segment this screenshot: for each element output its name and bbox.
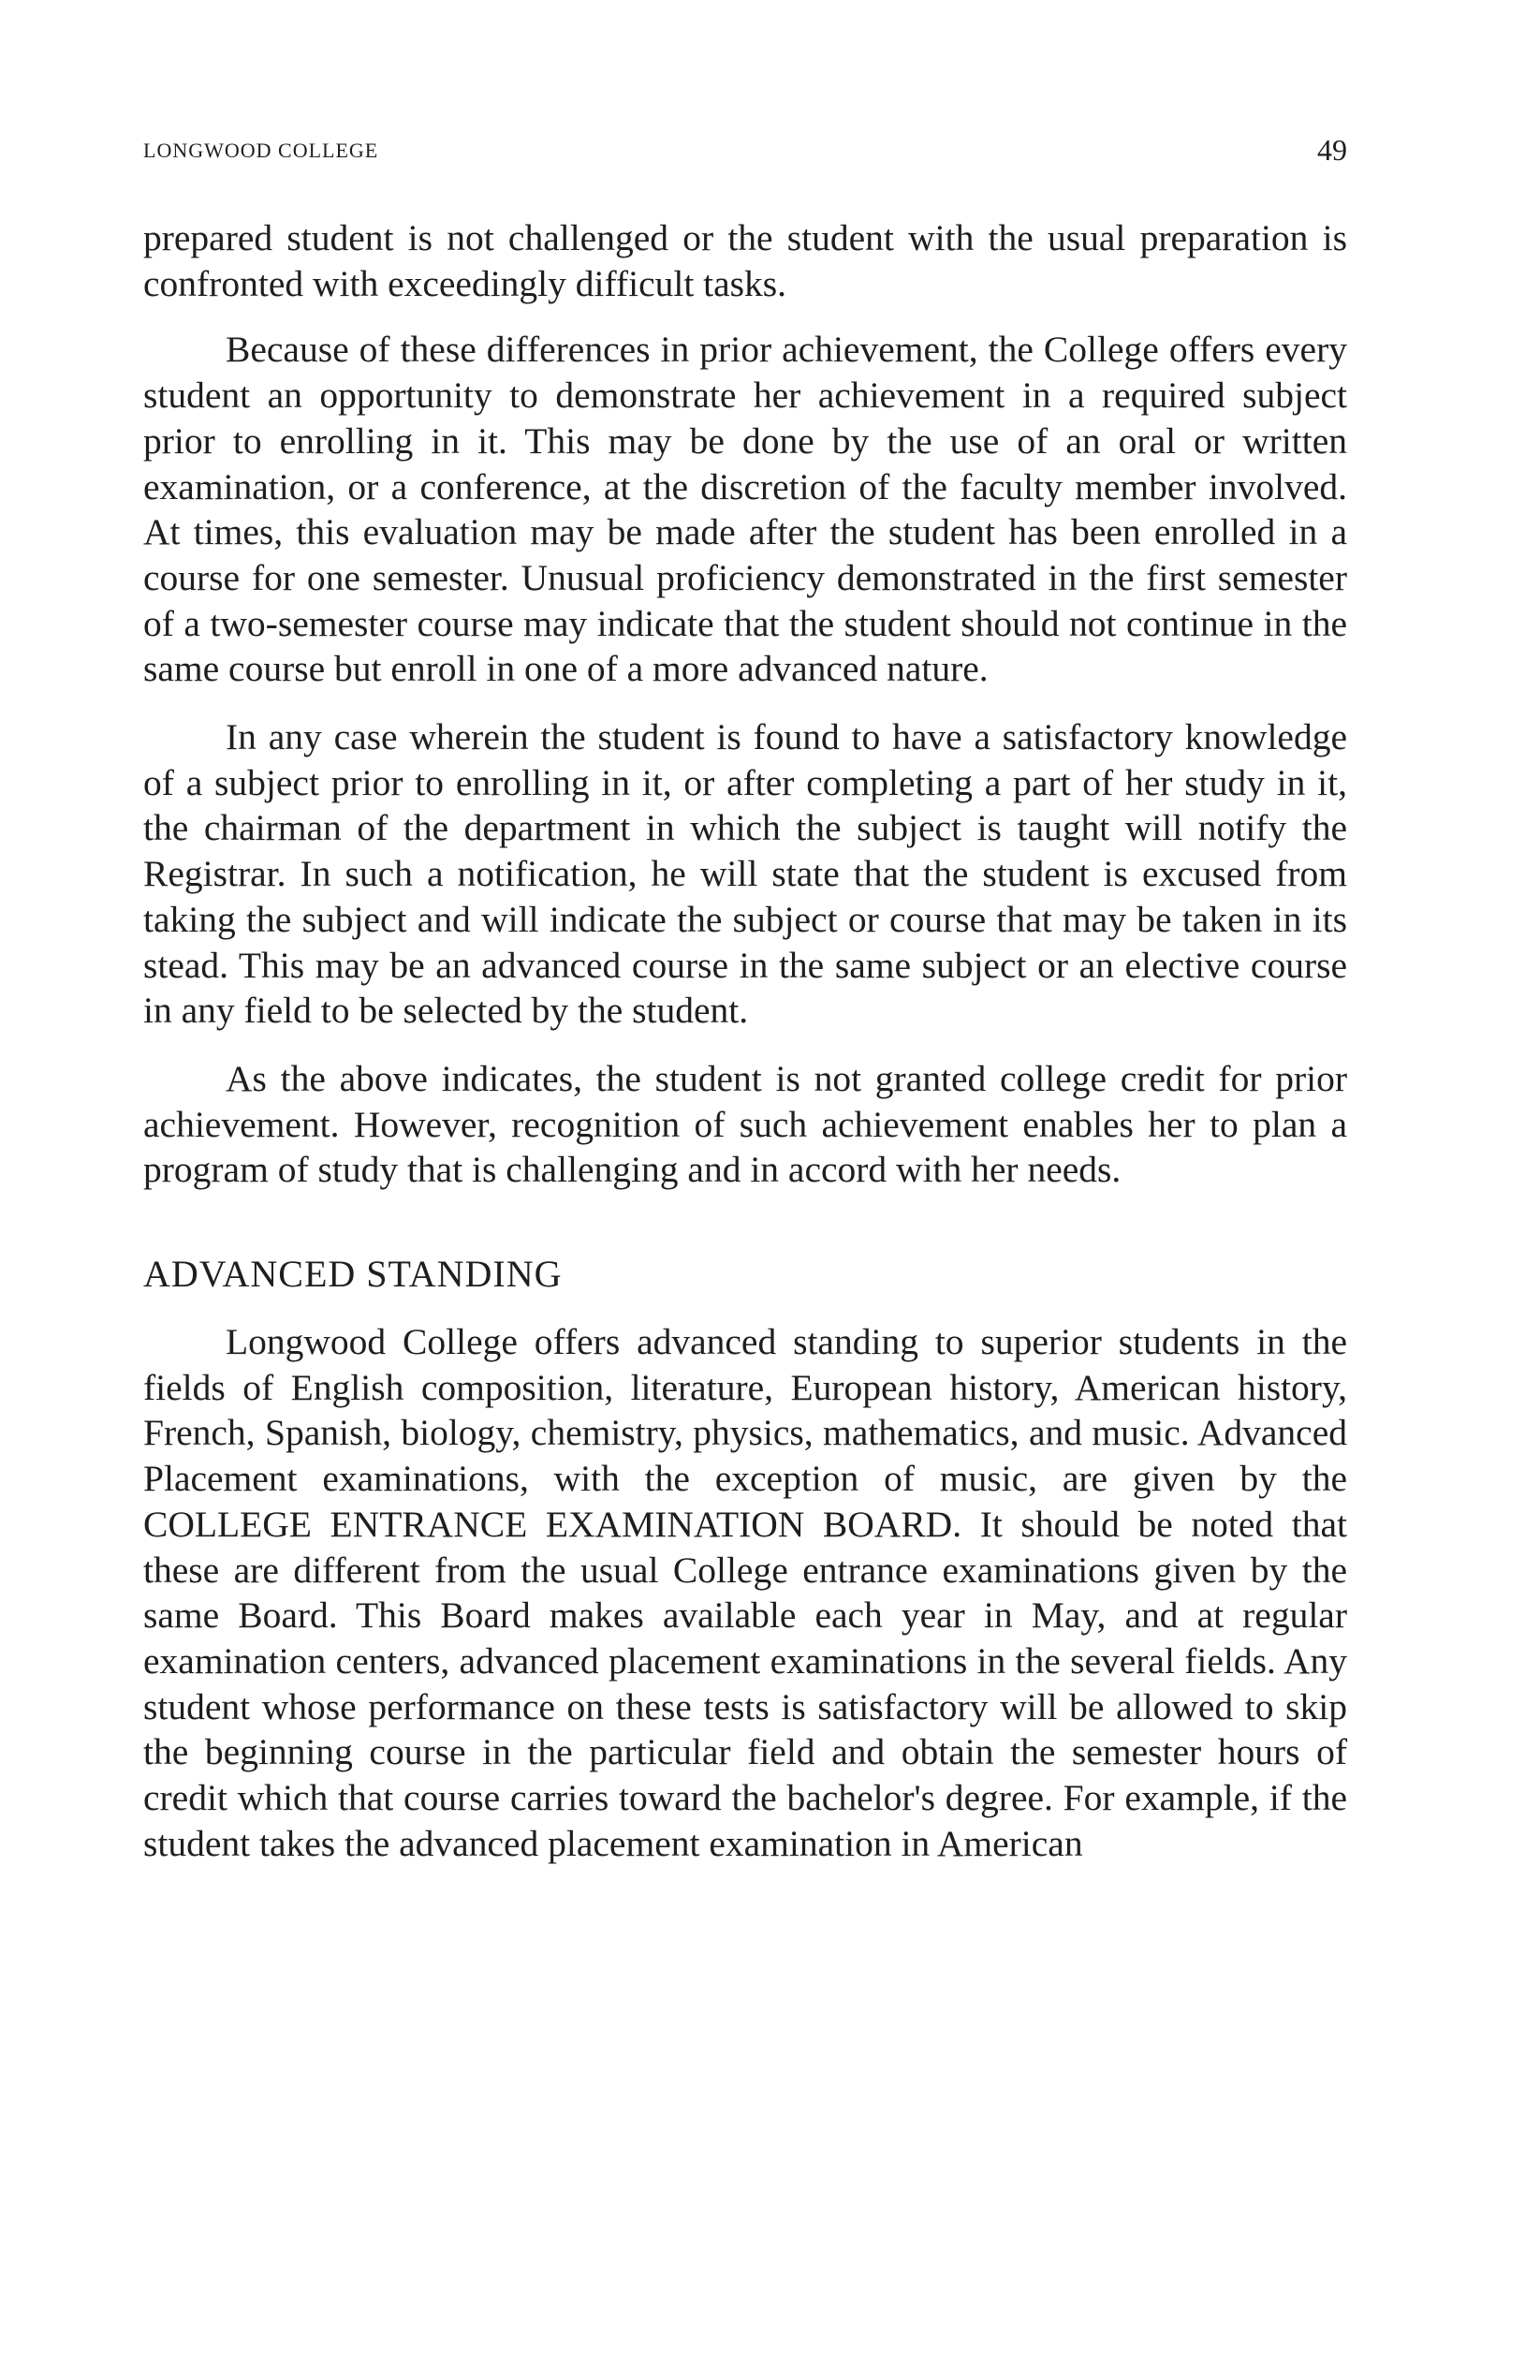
paragraph-continued: prepared student is not challenged or the student with the usual preparation is confronted with exceedingly difficult tasks. [143,217,1347,304]
section-heading-advanced-standing: ADVANCED STANDING [143,1253,563,1296]
paragraph-satisfactory-knowledge: In any case wherein the student is found to have a satisfactory knowledge of a subject prior to enrolling in it, or after completing a part of her study in it, the chairman of the department in which the subject is taught will notify the Registrar. In such a notification, he will state that the student is excused from taking the subject and will indicate the subject or course that may be taken in its stead. This may be an advanced course in the same subject or an elective course in any field to be selected by the student. [143,716,1347,1032]
page-header [143,133,1347,176]
page-number: 49 [1317,133,1347,167]
paragraph-advanced-standing: Longwood College offers advanced standing to superior students in the fields of English composition, literature, European history, American history, French, Spanish, biology, chemistry, physics, mathematics, and music. Advanced Placement examinations, with the exception of music, are given by the COLLEGE ENTRANCE EXAMINATION BOARD. It should be noted that these are different from the usual College entrance examinations given by the same Board. This Board makes available each year in May, and at regular examination centers, advanced placement examinations in the several fields. Any student whose performance on these tests is satisfactory will be allowed to skip the beginning course in the particular field and obtain the semester hours of credit which that course carries toward the bachelor's degree. For example, if the student takes the advanced placement examination in American [143,1321,1347,1864]
running-title: LONGWOOD COLLEGE [143,139,379,162]
paragraph-no-credit: As the above indicates, the student is not granted college credit for prior achievement. However, recognition of such achievement enables her to plan a program of study that is challenging and in accord with her needs. [143,1057,1347,1191]
body-text [143,215,1347,1867]
paragraph-prior-achievement: Because of these differences in prior achievement, the College offers every student an opportunity to demonstrate her achievement in a required subject prior to enrolling in it. This may be done by the use of an oral or written examination, or a conference, at the discretion of the faculty member involved. At times, this evaluation may be made after the student has been enrolled in a course for one semester. Unusual proficiency demonstrated in the first semester of a two-semester course may indicate that the student should not continue in the same course but enroll in one of a more advanced nature. [143,329,1347,690]
